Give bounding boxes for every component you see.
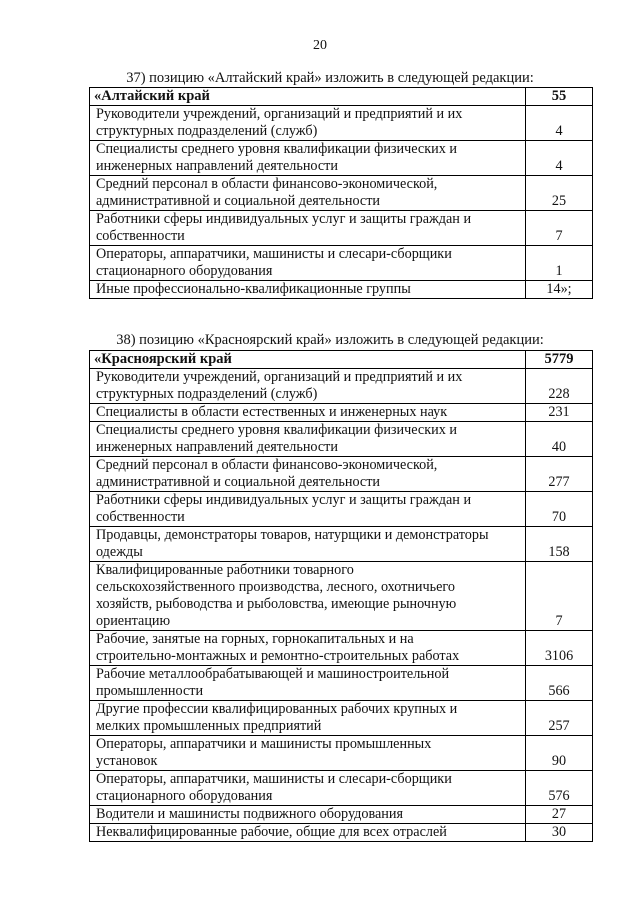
occupation-count: 228 <box>526 369 593 404</box>
occupation-line: ориентацию <box>96 613 171 629</box>
occupation-group <box>90 562 526 631</box>
region-header-row <box>90 88 593 106</box>
section-intro: 38) позицию «Красноярский край» изложить в следующей редакции: <box>116 332 544 348</box>
occupation-line: Иные профессионально-квалификационные группы <box>96 281 411 297</box>
occupation-line: мелких промышленных предприятий <box>96 718 322 734</box>
occupation-count: 4 <box>526 106 593 141</box>
occupation-group <box>90 106 526 141</box>
occupation-count: 7 <box>526 562 593 631</box>
page-number: 20 <box>313 38 327 53</box>
occupation-count: 70 <box>526 492 593 527</box>
occupation-line: Операторы, аппаратчики, машинисты и слесари-сборщики <box>96 246 452 262</box>
table-row <box>90 404 593 422</box>
table-row <box>90 527 593 562</box>
occupation-line: Операторы, аппаратчики, машинисты и слесари-сборщики <box>96 771 452 787</box>
occupation-count: 277 <box>526 457 593 492</box>
occupation-count: 257 <box>526 701 593 736</box>
region-name: «Алтайский край <box>90 88 526 106</box>
occupation-group <box>90 141 526 176</box>
occupation-line: промышленности <box>96 683 204 699</box>
occupation-group <box>90 701 526 736</box>
occupation-count: 90 <box>526 736 593 771</box>
table-row <box>90 281 593 299</box>
table-row <box>90 246 593 281</box>
occupation-group <box>90 824 526 842</box>
occupation-group <box>90 492 526 527</box>
occupation-count: 231 <box>526 404 593 422</box>
occupation-line: Операторы, аппаратчики и машинисты промышленных <box>96 736 432 752</box>
table-row <box>90 562 593 631</box>
occupation-line: Руководители учреждений, организаций и предприятий и их <box>96 369 463 385</box>
occupation-line: Руководители учреждений, организаций и предприятий и их <box>96 106 463 122</box>
table-row <box>90 806 593 824</box>
occupation-count: 7 <box>526 211 593 246</box>
occupation-count: 576 <box>526 771 593 806</box>
table-row <box>90 369 593 404</box>
occupation-line: Работники сферы индивидуальных услуг и защиты граждан и <box>96 211 472 227</box>
occupation-group <box>90 404 526 422</box>
region-table <box>89 350 593 842</box>
table-row <box>90 824 593 842</box>
occupation-line: хозяйств, рыбоводства и рыболовства, имеющие рыночную <box>96 596 457 612</box>
section-intro: 37) позицию «Алтайский край» изложить в следующей редакции: <box>126 70 534 86</box>
occupation-line: Средний персонал в области финансово-экономической, <box>96 176 438 192</box>
table-row <box>90 736 593 771</box>
occupation-line: одежды <box>96 544 143 560</box>
occupation-group <box>90 736 526 771</box>
occupation-line: Специалисты среднего уровня квалификации физических и <box>96 141 457 157</box>
occupation-group <box>90 631 526 666</box>
occupation-line: собственности <box>96 228 185 244</box>
occupation-line: структурных подразделений (служб) <box>96 386 318 402</box>
occupation-line: инженерных направлений деятельности <box>96 439 338 455</box>
table-row <box>90 492 593 527</box>
region-header-row <box>90 351 593 369</box>
occupation-line: инженерных направлений деятельности <box>96 158 338 174</box>
region-name: «Красноярский край <box>90 351 526 369</box>
occupation-line: Неквалифицированные рабочие, общие для всех отраслей <box>96 824 447 840</box>
region-table <box>89 87 593 299</box>
occupation-line: установок <box>96 753 158 769</box>
occupation-count: 25 <box>526 176 593 211</box>
table-row <box>90 701 593 736</box>
occupation-line: Квалифицированные работники товарного <box>96 562 354 578</box>
occupation-count: 30 <box>526 824 593 842</box>
occupation-group <box>90 666 526 701</box>
occupation-count: 1 <box>526 246 593 281</box>
occupation-group <box>90 771 526 806</box>
occupation-line: Водители и машинисты подвижного оборудования <box>96 806 403 822</box>
occupation-line: Работники сферы индивидуальных услуг и защиты граждан и <box>96 492 472 508</box>
occupation-line: Специалисты среднего уровня квалификации физических и <box>96 422 457 438</box>
occupation-group <box>90 176 526 211</box>
occupation-line: стационарного оборудования <box>96 263 273 279</box>
occupation-group <box>90 806 526 824</box>
occupation-group <box>90 457 526 492</box>
occupation-count: 40 <box>526 422 593 457</box>
occupation-line: административной и социальной деятельности <box>96 474 381 490</box>
occupation-line: Средний персонал в области финансово-экономической, <box>96 457 438 473</box>
occupation-line: Другие профессии квалифицированных рабочих крупных и <box>96 701 458 717</box>
table-row <box>90 771 593 806</box>
occupation-group <box>90 527 526 562</box>
table-row <box>90 422 593 457</box>
occupation-line: собственности <box>96 509 185 525</box>
occupation-line: сельскохозяйственного производства, лесного, охотничьего <box>96 579 455 595</box>
occupation-line: Рабочие металлообрабатывающей и машиностроительной <box>96 666 450 682</box>
occupation-count: 27 <box>526 806 593 824</box>
occupation-group <box>90 369 526 404</box>
occupation-group <box>90 211 526 246</box>
table-row <box>90 666 593 701</box>
table-row <box>90 211 593 246</box>
occupation-line: Специалисты в области естественных и инженерных наук <box>96 404 448 420</box>
occupation-group <box>90 246 526 281</box>
occupation-line: Рабочие, занятые на горных, горнокапитальных и на <box>96 631 414 647</box>
occupation-count: 4 <box>526 141 593 176</box>
occupation-group <box>90 281 526 299</box>
occupation-count: 566 <box>526 666 593 701</box>
occupation-line: административной и социальной деятельности <box>96 193 381 209</box>
occupation-line: строительно-монтажных и ремонтно-строительных работах <box>96 648 460 664</box>
region-total: 55 <box>526 88 593 106</box>
occupation-group <box>90 422 526 457</box>
table-row <box>90 457 593 492</box>
occupation-count: 158 <box>526 527 593 562</box>
occupation-line: стационарного оборудования <box>96 788 273 804</box>
table-row <box>90 141 593 176</box>
table-row <box>90 176 593 211</box>
occupation-line: структурных подразделений (служб) <box>96 123 318 139</box>
region-total: 5779 <box>526 351 593 369</box>
table-row <box>90 106 593 141</box>
occupation-count: 3106 <box>526 631 593 666</box>
occupation-count: 14»; <box>526 281 593 299</box>
table-row <box>90 631 593 666</box>
occupation-line: Продавцы, демонстраторы товаров, натурщики и демонстраторы <box>96 527 489 543</box>
